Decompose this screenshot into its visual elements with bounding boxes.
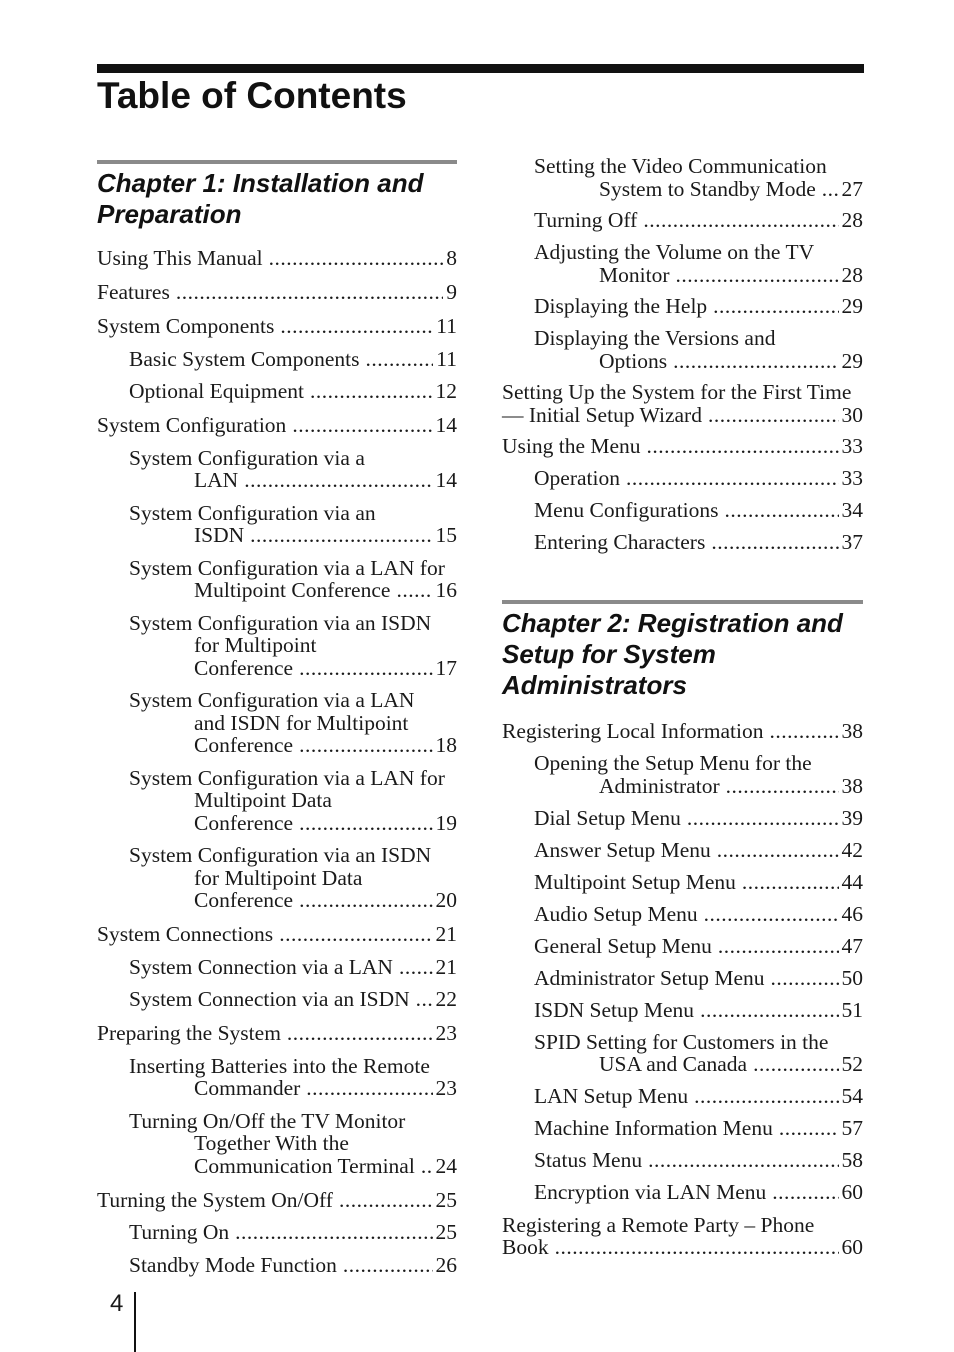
toc-entry-line	[534, 350, 863, 373]
toc-entry-line	[129, 767, 457, 790]
dot-leader	[555, 1236, 839, 1259]
toc-entry-text: Book	[502, 1235, 549, 1260]
toc-page-number: 42	[841, 837, 863, 862]
right-column	[502, 152, 863, 1259]
dot-leader	[299, 657, 432, 680]
toc-entry-line	[534, 531, 863, 554]
toc-entry-line	[97, 315, 457, 338]
toc-entry-line	[129, 867, 457, 890]
dot-leader	[250, 524, 432, 547]
toc-page-number: 58	[841, 1148, 863, 1173]
toc-entry-line	[97, 414, 457, 437]
toc-entry	[97, 315, 457, 338]
toc-list-chapter-1-continued	[502, 155, 863, 553]
toc-entry	[97, 1110, 457, 1178]
toc-entry-line	[534, 327, 863, 350]
toc-page-number: 38	[841, 773, 863, 798]
toc-entry	[97, 956, 457, 979]
toc-entry-text: System to Standby Mode	[599, 176, 816, 201]
toc-entry	[97, 612, 457, 680]
toc-entry-text: Answer Setup Menu	[534, 837, 711, 862]
toc-entry	[97, 1221, 457, 1244]
toc-page-number: 39	[841, 805, 863, 830]
toc-entry-text: System Configuration via a LAN for	[129, 555, 445, 580]
toc-entry-line	[534, 903, 863, 926]
toc-entry-text: ISDN	[194, 523, 245, 547]
dot-leader	[726, 775, 839, 798]
page-title: Table of Contents	[97, 75, 407, 116]
toc-page-number: 18	[435, 733, 457, 757]
toc-page-number: 37	[841, 529, 863, 554]
toc-entry-line	[129, 657, 457, 680]
toc-entry-line	[534, 295, 863, 318]
toc-entry-line	[129, 1254, 457, 1277]
toc-entry-line	[129, 712, 457, 735]
toc-entry-line	[129, 889, 457, 912]
dot-leader	[279, 923, 432, 946]
dot-leader	[306, 1077, 432, 1100]
dot-leader	[675, 264, 838, 287]
toc-page-number: 12	[435, 379, 457, 403]
toc-entry	[97, 348, 457, 371]
toc-entry	[502, 999, 863, 1022]
toc-entry-line	[129, 502, 457, 525]
toc-entry	[97, 557, 457, 602]
toc-entry-line	[534, 467, 863, 490]
dot-leader	[822, 178, 839, 201]
toc-page-number: 11	[436, 314, 457, 338]
toc-entry-text: Encryption via LAN Menu	[534, 1180, 767, 1205]
toc-entry-line	[129, 1221, 457, 1244]
toc-entry	[502, 1149, 863, 1172]
dot-leader	[718, 935, 839, 958]
dot-leader	[399, 956, 433, 979]
toc-entry-line	[534, 967, 863, 990]
toc-entry	[502, 807, 863, 830]
toc-entry	[502, 967, 863, 990]
dot-leader	[771, 967, 839, 990]
toc-entry-text: Basic System Components	[129, 346, 360, 371]
toc-entry	[502, 327, 863, 372]
toc-entry-line	[534, 209, 863, 232]
toc-entry	[97, 502, 457, 547]
toc-entry-text: for Multipoint Data	[194, 865, 363, 890]
toc-entry-line	[129, 524, 457, 547]
page-number-rule	[134, 1292, 136, 1352]
toc-page-number: 47	[841, 933, 863, 958]
toc-entry	[502, 1085, 863, 1108]
toc-page-number: 11	[436, 346, 457, 371]
chapter-title-line: Administrators	[502, 670, 687, 701]
toc-entry-text: Multipoint Setup Menu	[534, 869, 736, 894]
toc-entry-line	[129, 1077, 457, 1100]
toc-page-number: 60	[841, 1235, 863, 1260]
toc-page-number: 23	[435, 1076, 457, 1100]
toc-entry-text: Setting Up the System for the First Time	[502, 380, 852, 405]
dot-leader	[647, 435, 839, 458]
toc-entry-text: Inserting Batteries into the Remote	[129, 1053, 430, 1078]
dot-leader	[648, 1149, 838, 1172]
toc-entry-line	[129, 579, 457, 602]
toc-entry-line	[129, 634, 457, 657]
toc-entry-line	[129, 689, 457, 712]
toc-entry-text: System Configuration via an	[129, 500, 376, 525]
toc-page-number: 33	[841, 465, 863, 490]
dot-leader	[299, 812, 432, 835]
toc-entry-line	[129, 812, 457, 835]
chapter-title-line: Setup for System	[502, 639, 716, 670]
toc-entry	[97, 1022, 457, 1045]
toc-list-chapter-1	[97, 247, 457, 1276]
toc-entry	[502, 435, 863, 458]
toc-entry-line	[534, 241, 863, 264]
toc-page-number: 57	[841, 1116, 863, 1141]
toc-entry-line	[534, 871, 863, 894]
toc-entry-text: Menu Configurations	[534, 497, 719, 522]
toc-entry-text: Setting the Video Communication	[534, 154, 827, 178]
dot-leader	[753, 1053, 838, 1076]
toc-page-number: 29	[841, 294, 863, 319]
dot-leader	[673, 350, 838, 373]
toc-page-number: 23	[435, 1021, 457, 1045]
toc-entry-text: System Configuration via a LAN	[129, 688, 415, 712]
toc-page-number: 8	[446, 246, 457, 270]
dot-leader	[176, 281, 443, 304]
toc-entry-text: Features	[97, 280, 170, 304]
chapter-2-heading	[502, 600, 863, 701]
toc-entry-text: LAN Setup Menu	[534, 1084, 689, 1109]
toc-entry-line	[502, 1214, 863, 1237]
toc-entry	[97, 281, 457, 304]
title-rule	[97, 64, 864, 73]
dot-leader	[416, 988, 433, 1011]
dot-leader	[299, 734, 432, 757]
toc-entry-line	[129, 380, 457, 403]
toc-entry-line	[534, 499, 863, 522]
toc-entry-text: Monitor	[599, 262, 670, 287]
dot-leader	[299, 889, 432, 912]
dot-leader	[235, 1221, 432, 1244]
dot-leader	[292, 414, 432, 437]
toc-entry-line	[129, 612, 457, 635]
dot-leader	[339, 1189, 433, 1212]
toc-page-number: 14	[435, 468, 457, 492]
toc-entry-line	[534, 807, 863, 830]
toc-entry-text: SPID Setting for Customers in the	[534, 1029, 829, 1054]
toc-page-number: 25	[435, 1187, 457, 1212]
toc-entry	[502, 467, 863, 490]
toc-entry-line	[534, 155, 863, 178]
toc-entry	[502, 720, 863, 743]
toc-entry	[97, 380, 457, 403]
toc-entry-line	[502, 404, 863, 427]
toc-entry-line	[129, 557, 457, 580]
chapter-title-line: Chapter 1: Installation and	[97, 168, 424, 198]
toc-entry-text: Standby Mode Function	[129, 1252, 337, 1277]
toc-entry-line	[97, 1189, 457, 1212]
toc-entry-line	[502, 381, 863, 404]
toc-entry-text: System Configuration via an ISDN	[129, 843, 432, 867]
toc-entry	[502, 839, 863, 862]
toc-entry-line	[534, 1117, 863, 1140]
toc-page-number: 16	[435, 578, 457, 602]
toc-entry-line	[534, 839, 863, 862]
toc-entry	[502, 531, 863, 554]
toc-entry-line	[502, 435, 863, 458]
toc-entry	[97, 923, 457, 946]
toc-entry-text: Communication Terminal	[194, 1153, 415, 1178]
toc-entry-text: Multipoint Conference	[194, 578, 391, 602]
dot-leader	[772, 1181, 838, 1204]
toc-entry-line	[534, 999, 863, 1022]
toc-entry-line	[502, 1236, 863, 1259]
dot-leader	[643, 209, 838, 232]
toc-entry-text: Together With the	[194, 1131, 349, 1155]
dot-leader	[717, 839, 839, 862]
toc-entry	[97, 988, 457, 1011]
dot-leader	[280, 315, 433, 338]
toc-list-chapter-2	[502, 720, 863, 1259]
toc-entry	[502, 1031, 863, 1076]
toc-entry-line	[534, 1149, 863, 1172]
left-column	[97, 160, 457, 1276]
toc-entry	[502, 935, 863, 958]
toc-entry	[502, 241, 863, 286]
toc-entry-line	[534, 264, 863, 287]
toc-entry	[97, 1055, 457, 1100]
dot-leader	[421, 1155, 433, 1178]
chapter-1-heading	[97, 160, 457, 230]
toc-entry-text: Conference	[194, 733, 294, 757]
toc-page-number: 14	[435, 413, 457, 437]
toc-entry-line	[129, 956, 457, 979]
toc-entry-text: Using the Menu	[502, 434, 641, 459]
dot-leader	[366, 348, 434, 371]
dot-leader	[269, 247, 444, 270]
toc-entry-line	[129, 734, 457, 757]
toc-entry-text: Turning On/Off the TV Monitor	[129, 1108, 406, 1133]
toc-page-number: 28	[841, 262, 863, 287]
toc-entry-text: System Configuration via a	[129, 445, 365, 470]
toc-entry-text: and ISDN for Multipoint	[194, 710, 409, 735]
toc-page-number: 34	[841, 497, 863, 522]
dot-leader	[343, 1254, 433, 1277]
toc-entry	[502, 295, 863, 318]
toc-entry	[502, 381, 863, 426]
toc-entry-text: Displaying the Help	[534, 294, 708, 319]
toc-entry-text: Displaying the Versions and	[534, 326, 776, 351]
toc-entry-text: Entering Characters	[534, 529, 706, 554]
dot-leader	[713, 295, 838, 318]
toc-entry-line	[97, 281, 457, 304]
chapter-title	[502, 604, 863, 701]
toc-entry-line	[129, 988, 457, 1011]
toc-entry-text: Administrator Setup Menu	[534, 965, 765, 990]
toc-page-number: 22	[435, 987, 457, 1011]
toc-entry-line	[129, 789, 457, 812]
toc-entry-text: — Initial Setup Wizard	[502, 402, 702, 427]
toc-entry-text: System Configuration	[97, 413, 287, 437]
toc-entry-line	[129, 1132, 457, 1155]
toc-page-number: 30	[841, 402, 863, 427]
toc-page-number: 44	[841, 869, 863, 894]
toc-entry-text: Operation	[534, 465, 620, 490]
dot-leader	[310, 380, 433, 403]
toc-entry-line	[129, 348, 457, 371]
toc-entry-text: Conference	[194, 810, 294, 835]
toc-page-number: 51	[841, 997, 863, 1022]
dot-leader	[742, 871, 839, 894]
dot-leader	[626, 467, 839, 490]
toc-entry	[502, 155, 863, 200]
toc-entry	[97, 767, 457, 835]
toc-entry-text: Adjusting the Volume on the TV	[534, 240, 815, 265]
toc-entry-text: Commander	[194, 1076, 301, 1100]
toc-entry-text: for Multipoint	[194, 633, 317, 657]
toc-entry-text: Administrator	[599, 773, 720, 798]
toc-entry-text: Registering a Remote Party – Phone	[502, 1212, 815, 1237]
toc-entry-text: Conference	[194, 888, 294, 912]
toc-entry-text: System Configuration via an ISDN	[129, 610, 432, 635]
toc-entry-text: USA and Canada	[599, 1052, 748, 1077]
toc-page-number: 46	[841, 901, 863, 926]
toc-page-number: 15	[435, 523, 457, 547]
chapter-title-line: Chapter 2: Registration and	[502, 608, 843, 639]
dot-leader	[704, 903, 839, 926]
toc-page-number: 21	[435, 954, 457, 979]
toc-entry-text: Machine Information Menu	[534, 1116, 773, 1141]
toc-entry-text: Options	[599, 348, 668, 373]
toc-entry-text: LAN	[194, 468, 239, 492]
toc-entry-text: Using This Manual	[97, 246, 263, 270]
toc-entry-line	[129, 469, 457, 492]
toc-entry-line	[534, 775, 863, 798]
toc-entry-line	[534, 1085, 863, 1108]
toc-entry-text: Status Menu	[534, 1148, 643, 1173]
toc-page-number: 33	[841, 434, 863, 459]
toc-entry	[502, 871, 863, 894]
dot-leader	[687, 807, 839, 830]
toc-entry-text: Conference	[194, 655, 294, 680]
toc-entry	[502, 209, 863, 232]
dot-leader	[396, 579, 432, 602]
toc-page-number: 24	[435, 1153, 457, 1178]
dot-leader	[287, 1022, 433, 1045]
toc-entry-text: Turning the System On/Off	[97, 1187, 333, 1212]
toc-entry-line	[129, 1055, 457, 1078]
dot-leader	[779, 1117, 839, 1140]
toc-entry	[502, 1214, 863, 1259]
toc-entry	[502, 1117, 863, 1140]
toc-page-number: 29	[841, 348, 863, 373]
toc-entry	[97, 1189, 457, 1212]
toc-entry	[502, 1181, 863, 1204]
toc-page-number: 9	[446, 280, 457, 304]
chapter-title-line: Preparation	[97, 199, 242, 229]
toc-entry-text: ISDN Setup Menu	[534, 997, 695, 1022]
toc-entry-text: General Setup Menu	[534, 933, 712, 958]
dot-leader	[725, 499, 839, 522]
toc-entry-text: Registering Local Information	[502, 719, 764, 744]
toc-entry-line	[534, 1031, 863, 1054]
toc-entry	[502, 752, 863, 797]
toc-entry-text: System Connections	[97, 922, 274, 946]
toc-entry-text: Opening the Setup Menu for the	[534, 751, 812, 776]
dot-leader	[770, 720, 839, 743]
toc-page-number: 26	[435, 1252, 457, 1277]
toc-entry	[97, 1254, 457, 1277]
toc-entry-line	[534, 752, 863, 775]
toc-entry-line	[97, 923, 457, 946]
toc-page-number: 17	[435, 655, 457, 680]
dot-leader	[708, 404, 839, 427]
toc-entry-text: System Connection via a LAN	[129, 954, 393, 979]
toc-entry	[97, 447, 457, 492]
toc-entry-text: Turning Off	[534, 208, 638, 233]
toc-entry-line	[97, 1022, 457, 1045]
toc-entry-line	[534, 1053, 863, 1076]
toc-page-number: 21	[435, 922, 457, 946]
toc-page-number: 38	[841, 719, 863, 744]
toc-entry-text: Audio Setup Menu	[534, 901, 698, 926]
toc-entry-text: System Components	[97, 314, 275, 338]
toc-entry-text: Dial Setup Menu	[534, 805, 681, 830]
dot-leader	[244, 469, 432, 492]
toc-entry	[502, 499, 863, 522]
toc-entry-line	[97, 247, 457, 270]
toc-page-number: 52	[841, 1052, 863, 1077]
chapter-title	[97, 164, 457, 230]
toc-page-number: 54	[841, 1084, 863, 1109]
toc-entry	[97, 844, 457, 912]
toc-entry-line	[502, 720, 863, 743]
toc-entry-text: Optional Equipment	[129, 379, 304, 403]
toc-entry-text: System Configuration via a LAN for	[129, 765, 445, 790]
toc-entry-line	[129, 844, 457, 867]
toc-page-number: 50	[841, 965, 863, 990]
toc-page-number: 20	[435, 888, 457, 912]
dot-leader	[694, 1085, 838, 1108]
dot-leader	[711, 531, 838, 554]
toc-entry-text: System Connection via an ISDN	[129, 987, 410, 1011]
toc-page-number: 28	[841, 208, 863, 233]
toc-entry	[97, 414, 457, 437]
toc-entry	[97, 689, 457, 757]
toc-entry-text: Preparing the System	[97, 1021, 281, 1045]
toc-entry	[502, 903, 863, 926]
toc-entry-line	[534, 1181, 863, 1204]
toc-entry-text: Turning On	[129, 1220, 230, 1244]
toc-entry-line	[534, 178, 863, 201]
toc-entry-line	[129, 1155, 457, 1178]
toc-page-number: 27	[841, 176, 863, 201]
toc-entry-line	[129, 447, 457, 470]
toc-page-number: 60	[841, 1180, 863, 1205]
dot-leader	[700, 999, 838, 1022]
toc-page-number: 25	[435, 1220, 457, 1244]
toc-page-number: 19	[435, 810, 457, 835]
toc-entry-line	[129, 1110, 457, 1133]
page-number: 4	[110, 1290, 124, 1317]
toc-entry	[97, 247, 457, 270]
toc-entry-line	[534, 935, 863, 958]
toc-entry-text: Multipoint Data	[194, 788, 332, 812]
